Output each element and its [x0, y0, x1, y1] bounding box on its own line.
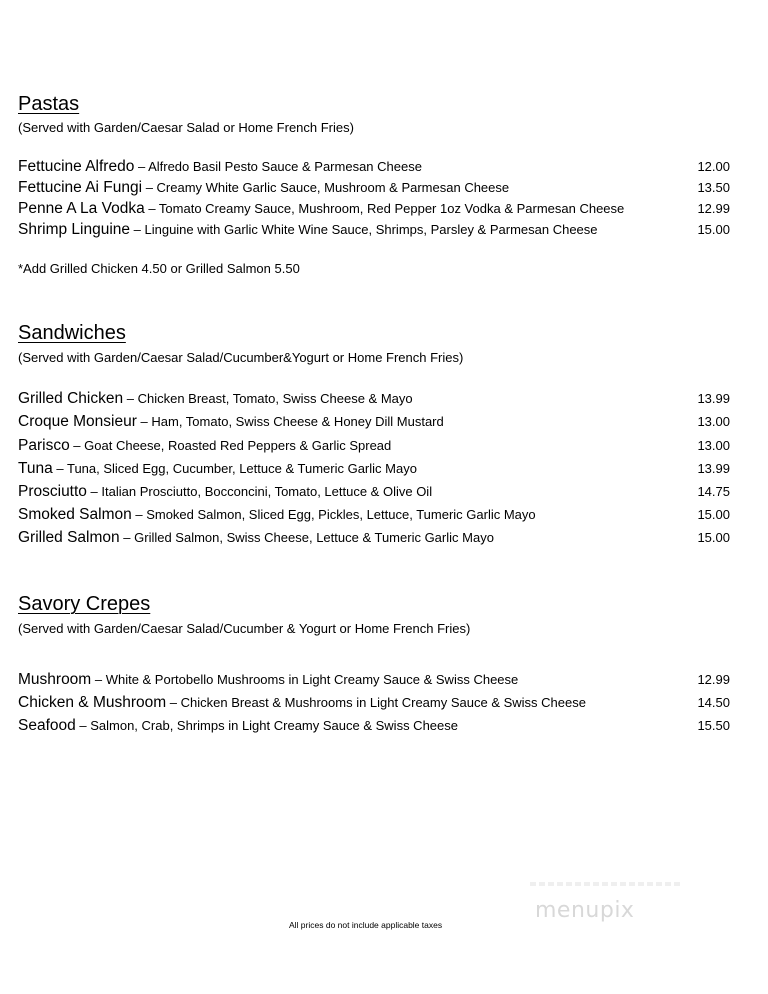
item-price: 12.00 [697, 159, 730, 174]
item-price: 15.00 [697, 530, 730, 545]
item-price: 15.00 [697, 222, 730, 237]
menu-item [18, 157, 730, 177]
menu-item [18, 482, 730, 502]
item-name: Croque Monsieur [18, 413, 137, 430]
item-separator: – [142, 180, 157, 195]
item-price: 13.50 [697, 180, 730, 195]
item-separator: – [119, 530, 135, 545]
item-separator: – [123, 391, 138, 406]
item-description: Ham, Tomato, Swiss Cheese & Honey Dill Mustard [151, 414, 444, 429]
item-name: Grilled Salmon [18, 529, 120, 546]
item-price: 14.50 [697, 695, 730, 710]
menu-item [18, 716, 730, 736]
item-price: 14.75 [697, 484, 730, 499]
pastas-addon-note: *Add Grilled Chicken 4.50 or Grilled Salmon 5.50 [18, 261, 300, 276]
item-price: 13.00 [697, 438, 730, 453]
sandwiches-note: (Served with Garden/Caesar Salad/Cucumber&Yogurt or Home French Fries) [18, 350, 464, 365]
item-name: Grilled Chicken [18, 390, 124, 407]
crepes-title: Savory Crepes [18, 593, 151, 615]
item-description: Chicken Breast, Tomato, Swiss Cheese & Mayo [137, 391, 413, 406]
item-name: Smoked Salmon [18, 506, 132, 523]
pastas-title: Pastas [18, 93, 80, 115]
item-name: Chicken & Mushroom [18, 694, 167, 711]
menu-item [18, 178, 730, 198]
item-name: Tuna [18, 460, 53, 477]
item-separator: – [69, 438, 85, 453]
tax-disclaimer: All prices do not include applicable taxes [289, 920, 443, 930]
item-price: 13.00 [697, 414, 730, 429]
item-separator: – [166, 695, 181, 710]
item-separator: – [86, 484, 102, 499]
item-name: Seafood [18, 717, 76, 734]
menu-item [18, 505, 730, 525]
menu-item [18, 528, 730, 548]
item-separator: – [134, 159, 149, 174]
item-price: 15.50 [697, 718, 730, 733]
item-separator: – [144, 201, 159, 216]
item-price: 15.00 [697, 507, 730, 522]
item-name: Fettucine Alfredo [18, 158, 135, 175]
menu-item [18, 670, 730, 690]
item-name: Prosciutto [18, 483, 87, 500]
menu-item [18, 199, 730, 219]
item-separator: – [136, 414, 152, 429]
item-price: 13.99 [697, 461, 730, 476]
item-name: Parisco [18, 437, 70, 454]
item-name: Penne A La Vodka [18, 200, 145, 217]
item-description: Italian Prosciutto, Bocconcini, Tomato, Lettuce & Olive Oil [101, 484, 433, 499]
item-name: Mushroom [18, 671, 92, 688]
item-price: 13.99 [697, 391, 730, 406]
item-description: Alfredo Basil Pesto Sauce & Parmesan Cheese [148, 159, 422, 174]
item-description: White & Portobello Mushrooms in Light Creamy Sauce & Swiss Cheese [105, 672, 519, 687]
item-price: 12.99 [697, 672, 730, 687]
item-description: Tuna, Sliced Egg, Cucumber, Lettuce & Tumeric Garlic Mayo [66, 461, 417, 476]
item-description: Goat Cheese, Roasted Red Peppers & Garlic Spread [84, 438, 392, 453]
item-description: Grilled Salmon, Swiss Cheese, Lettuce & Tumeric Garlic Mayo [134, 530, 494, 545]
pastas-note: (Served with Garden/Caesar Salad or Home French Fries) [18, 120, 354, 135]
menu-item [18, 389, 730, 409]
menu-item [18, 459, 730, 479]
item-description: Chicken Breast & Mushrooms in Light Creamy Sauce & Swiss Cheese [180, 695, 586, 710]
menu-item [18, 412, 730, 432]
item-description: Linguine with Garlic White Wine Sauce, Shrimps, Parsley & Parmesan Cheese [144, 222, 598, 237]
sandwiches-title: Sandwiches [18, 322, 126, 344]
item-separator: – [91, 672, 106, 687]
item-separator: – [130, 222, 145, 237]
menu-item [18, 220, 730, 240]
item-description: Smoked Salmon, Sliced Egg, Pickles, Lettuce, Tumeric Garlic Mayo [146, 507, 536, 522]
watermark-decoration [530, 882, 680, 886]
item-description: Tomato Creamy Sauce, Mushroom, Red Pepper 1oz Vodka & Parmesan Cheese [158, 201, 625, 216]
item-separator: – [52, 461, 67, 476]
item-separator: – [75, 718, 91, 733]
item-name: Fettucine Ai Fungi [18, 179, 143, 196]
item-separator: – [131, 507, 147, 522]
menupix-watermark: menupix [535, 898, 635, 923]
menu-item [18, 693, 730, 713]
item-price: 12.99 [697, 201, 730, 216]
item-description: Creamy White Garlic Sauce, Mushroom & Parmesan Cheese [156, 180, 510, 195]
item-name: Shrimp Linguine [18, 221, 131, 238]
item-description: Salmon, Crab, Shrimps in Light Creamy Sauce & Swiss Cheese [90, 718, 458, 733]
menu-item [18, 436, 730, 456]
crepes-note: (Served with Garden/Caesar Salad/Cucumber & Yogurt or Home French Fries) [18, 621, 471, 636]
